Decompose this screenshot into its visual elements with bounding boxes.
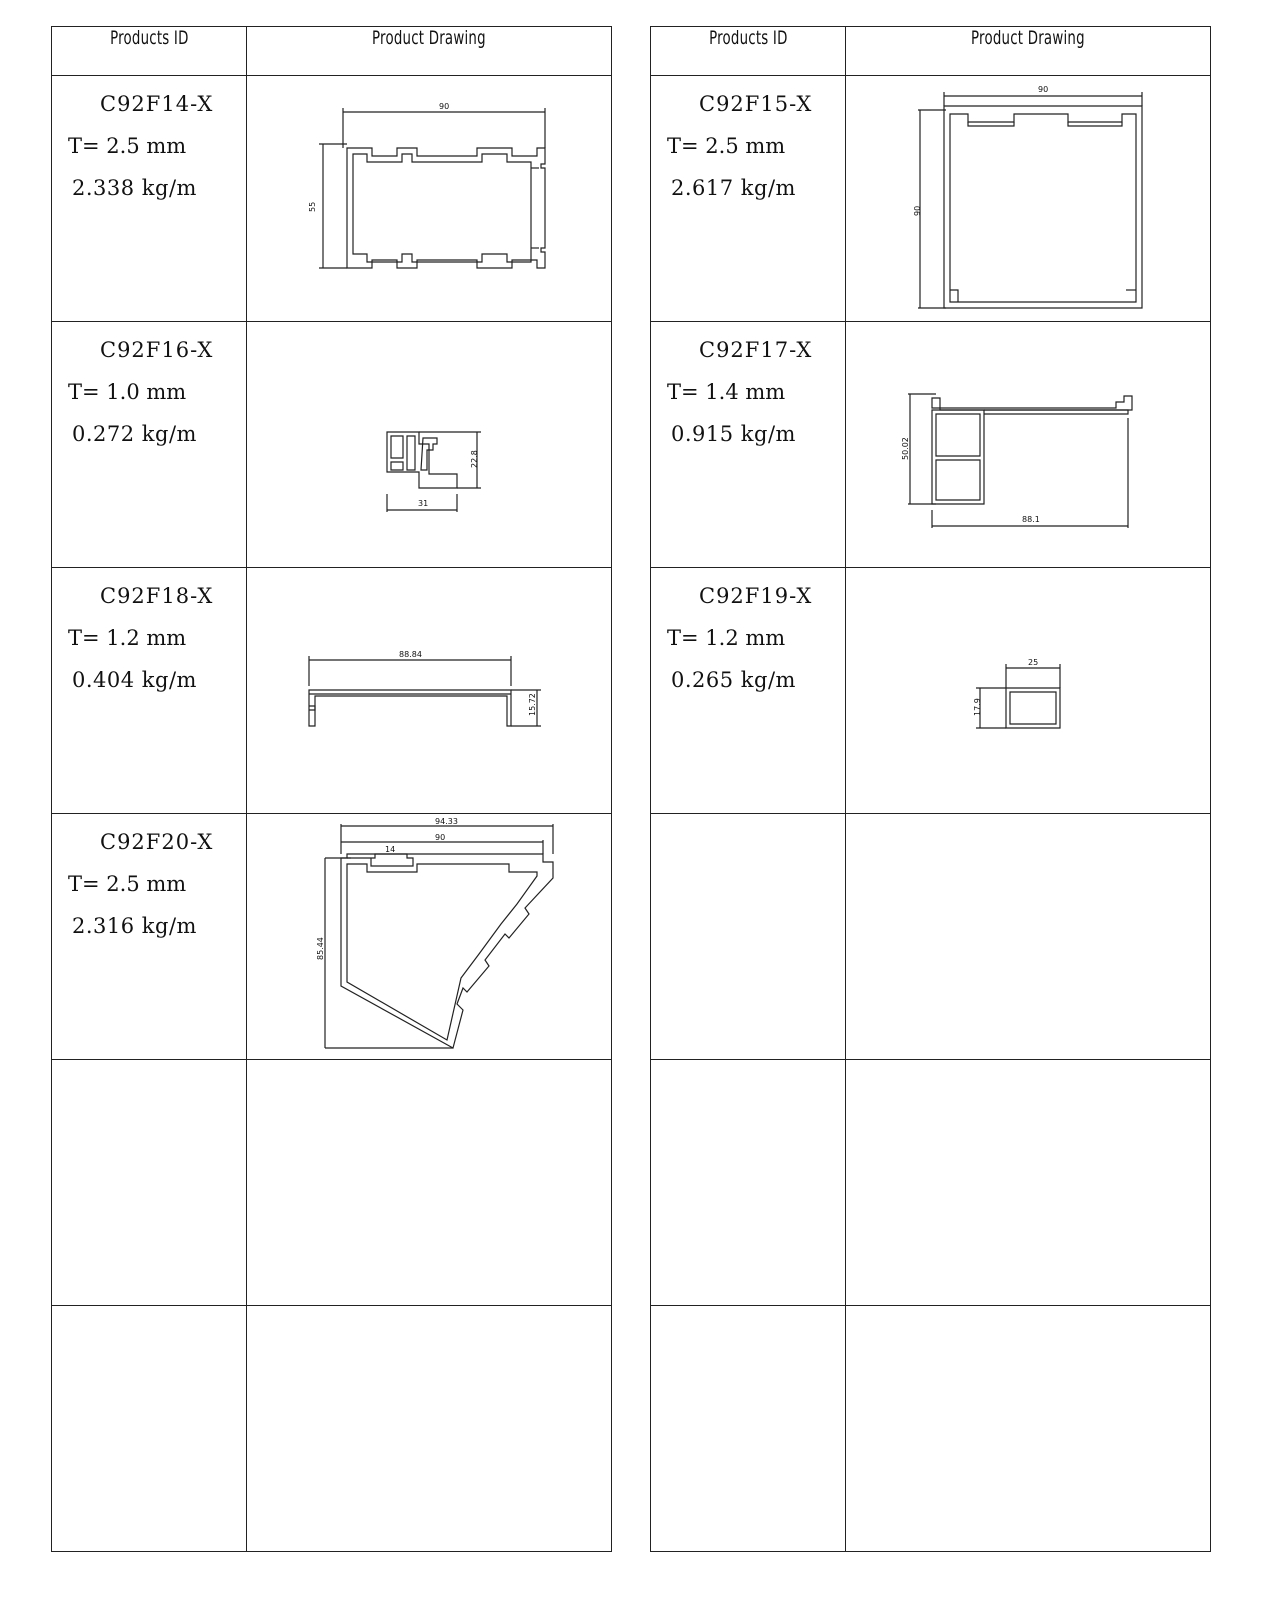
dim-width: 88.84 bbox=[399, 650, 422, 659]
product-row bbox=[52, 322, 612, 568]
product-id-cell bbox=[651, 76, 846, 322]
product-id: C92F19-X bbox=[699, 584, 813, 608]
profile-drawing-c92f19 bbox=[846, 568, 1210, 813]
empty-drawing-cell bbox=[247, 1060, 612, 1306]
product-row bbox=[52, 76, 612, 322]
profile-drawing-c92f14 bbox=[247, 76, 611, 321]
dim-width: 25 bbox=[1028, 658, 1039, 667]
profile-drawing-c92f18 bbox=[247, 568, 611, 813]
empty-row bbox=[52, 1060, 612, 1306]
product-drawing-cell bbox=[247, 322, 612, 568]
empty-id-cell bbox=[651, 814, 846, 1060]
wall-thickness: T= 2.5 mm bbox=[667, 134, 786, 158]
product-row bbox=[52, 814, 612, 1060]
product-id: C92F17-X bbox=[699, 338, 813, 362]
product-id: C92F15-X bbox=[699, 92, 813, 116]
product-id: C92F16-X bbox=[100, 338, 214, 362]
product-drawing-cell bbox=[247, 814, 612, 1060]
dim-width: 90 bbox=[1038, 85, 1049, 94]
product-id-cell bbox=[52, 568, 247, 814]
product-drawing-cell bbox=[247, 568, 612, 814]
empty-row bbox=[651, 1060, 1211, 1306]
profile-drawing-c92f17 bbox=[846, 322, 1210, 567]
empty-drawing-cell bbox=[846, 814, 1211, 1060]
wall-thickness: T= 1.4 mm bbox=[667, 380, 786, 404]
dim-height: 22.8 bbox=[470, 450, 479, 468]
weight-per-meter: 0.272 kg/m bbox=[72, 422, 197, 446]
weight-per-meter: 2.338 kg/m bbox=[72, 176, 197, 200]
dim-height: 50.02 bbox=[901, 437, 910, 460]
dim-height: 85.44 bbox=[316, 937, 325, 960]
profile-drawing-c92f16 bbox=[247, 322, 611, 567]
wall-thickness: T= 1.0 mm bbox=[68, 380, 187, 404]
dim-height: 90 bbox=[913, 205, 922, 216]
profile-drawing-c92f20 bbox=[247, 814, 611, 1059]
product-row bbox=[651, 322, 1211, 568]
weight-per-meter: 0.265 kg/m bbox=[671, 668, 796, 692]
product-id: C92F20-X bbox=[100, 830, 214, 854]
product-drawing-cell bbox=[846, 568, 1211, 814]
product-id-cell bbox=[651, 322, 846, 568]
wall-thickness: T= 2.5 mm bbox=[68, 134, 187, 158]
product-id-cell bbox=[651, 568, 846, 814]
dim-overall-width: 94.33 bbox=[435, 817, 458, 826]
weight-per-meter: 0.915 kg/m bbox=[671, 422, 796, 446]
wall-thickness: T= 1.2 mm bbox=[68, 626, 187, 650]
product-row bbox=[52, 568, 612, 814]
dim-width: 88.1 bbox=[1022, 515, 1040, 524]
empty-id-cell bbox=[52, 1306, 247, 1552]
left-product-table bbox=[51, 26, 612, 1552]
empty-row bbox=[651, 1306, 1211, 1552]
empty-drawing-cell bbox=[846, 1306, 1211, 1552]
header-products-id: Products ID bbox=[651, 27, 846, 76]
product-id: C92F14-X bbox=[100, 92, 214, 116]
empty-id-cell bbox=[651, 1060, 846, 1306]
empty-id-cell bbox=[651, 1306, 846, 1552]
product-id: C92F18-X bbox=[100, 584, 214, 608]
right-product-table bbox=[650, 26, 1211, 1552]
dim-width: 31 bbox=[418, 499, 429, 508]
header-product-drawing: Product Drawing bbox=[846, 27, 1211, 76]
product-drawing-cell bbox=[247, 76, 612, 322]
weight-per-meter: 2.316 kg/m bbox=[72, 914, 197, 938]
empty-id-cell bbox=[52, 1060, 247, 1306]
product-row bbox=[651, 568, 1211, 814]
dim-slot-width: 14 bbox=[385, 845, 396, 854]
wall-thickness: T= 1.2 mm bbox=[667, 626, 786, 650]
dim-height: 17.9 bbox=[973, 698, 982, 716]
dim-width: 90 bbox=[435, 833, 446, 842]
wall-thickness: T= 2.5 mm bbox=[68, 872, 187, 896]
dim-height: 55 bbox=[308, 201, 317, 212]
product-drawing-cell bbox=[846, 76, 1211, 322]
empty-row bbox=[651, 814, 1211, 1060]
header-products-id: Products ID bbox=[52, 27, 247, 76]
empty-drawing-cell bbox=[846, 1060, 1211, 1306]
empty-drawing-cell bbox=[247, 1306, 612, 1552]
product-id-cell bbox=[52, 814, 247, 1060]
product-row bbox=[651, 76, 1211, 322]
dim-width: 90 bbox=[439, 102, 450, 111]
dim-height: 15.72 bbox=[528, 693, 537, 716]
weight-per-meter: 0.404 kg/m bbox=[72, 668, 197, 692]
empty-row bbox=[52, 1306, 612, 1552]
profile-drawing-c92f15 bbox=[846, 76, 1210, 321]
header-product-drawing: Product Drawing bbox=[247, 27, 612, 76]
product-drawing-cell bbox=[846, 322, 1211, 568]
weight-per-meter: 2.617 kg/m bbox=[671, 176, 796, 200]
product-id-cell bbox=[52, 76, 247, 322]
product-id-cell bbox=[52, 322, 247, 568]
